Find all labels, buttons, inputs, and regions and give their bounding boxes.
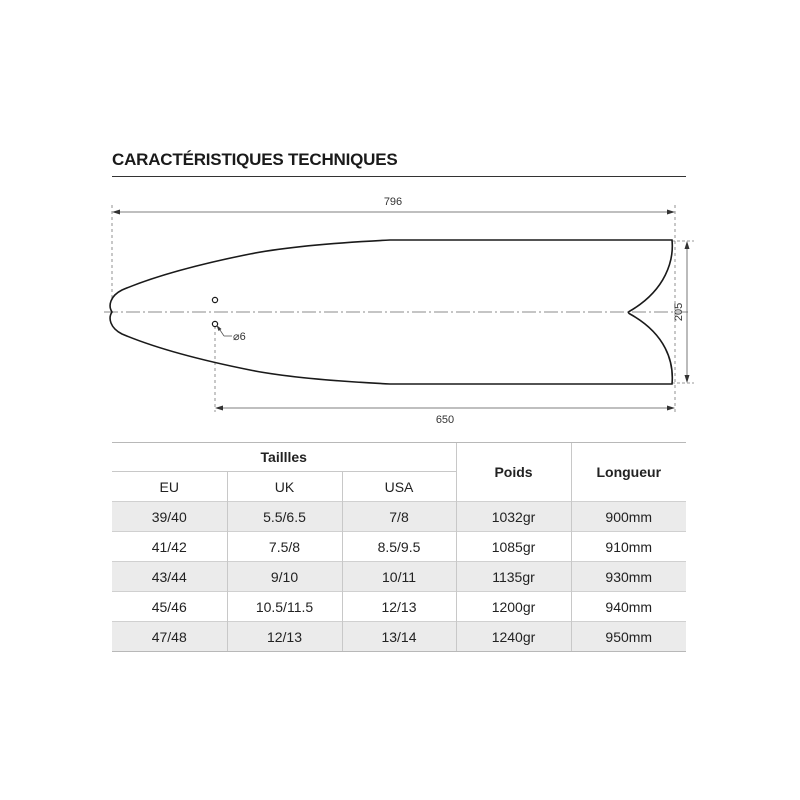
cell-uk: 7.5/8 <box>227 532 342 562</box>
cell-uk: 9/10 <box>227 562 342 592</box>
header-length: Longueur <box>571 443 686 502</box>
hole-diameter-label: ⌀6 <box>233 331 246 343</box>
cell-eu: 41/42 <box>112 532 227 562</box>
cell-weight: 1032gr <box>456 502 571 532</box>
cell-usa: 8.5/9.5 <box>342 532 456 562</box>
cell-weight: 1085gr <box>456 532 571 562</box>
cell-eu: 45/46 <box>112 592 227 622</box>
cell-eu: 47/48 <box>112 622 227 652</box>
header-uk: UK <box>227 472 342 502</box>
header-eu: EU <box>112 472 227 502</box>
table-row <box>112 592 686 622</box>
header-sizes: Taillles <box>112 443 456 472</box>
cell-usa: 7/8 <box>342 502 456 532</box>
cell-weight: 1240gr <box>456 622 571 652</box>
width-label: 205 <box>673 302 685 322</box>
cell-usa: 10/11 <box>342 562 456 592</box>
table-row <box>112 502 686 532</box>
cell-length: 900mm <box>571 502 686 532</box>
cell-usa: 13/14 <box>342 622 456 652</box>
table-row <box>112 622 686 652</box>
cell-length: 930mm <box>571 562 686 592</box>
table-row <box>112 532 686 562</box>
cell-usa: 12/13 <box>342 592 456 622</box>
cell-eu: 39/40 <box>112 502 227 532</box>
cell-uk: 10.5/11.5 <box>227 592 342 622</box>
cell-uk: 5.5/6.5 <box>227 502 342 532</box>
cell-weight: 1135gr <box>456 562 571 592</box>
cell-length: 910mm <box>571 532 686 562</box>
section-title: CARACTÉRISTIQUES TECHNIQUES <box>112 150 398 169</box>
size-spec-table <box>112 442 686 652</box>
screw-hole-top <box>212 297 217 302</box>
table-row <box>112 562 686 592</box>
cell-uk: 12/13 <box>227 622 342 652</box>
cell-weight: 1200gr <box>456 592 571 622</box>
header-weight: Poids <box>456 443 571 502</box>
dimension-total-length <box>112 196 675 215</box>
total-length-label: 796 <box>383 196 403 208</box>
blade-length-label: 650 <box>435 414 455 426</box>
cell-length: 940mm <box>571 592 686 622</box>
cell-length: 950mm <box>571 622 686 652</box>
dimension-blade-length <box>215 406 675 427</box>
header-usa: USA <box>342 472 456 502</box>
cell-eu: 43/44 <box>112 562 227 592</box>
hole-callout <box>217 325 246 343</box>
